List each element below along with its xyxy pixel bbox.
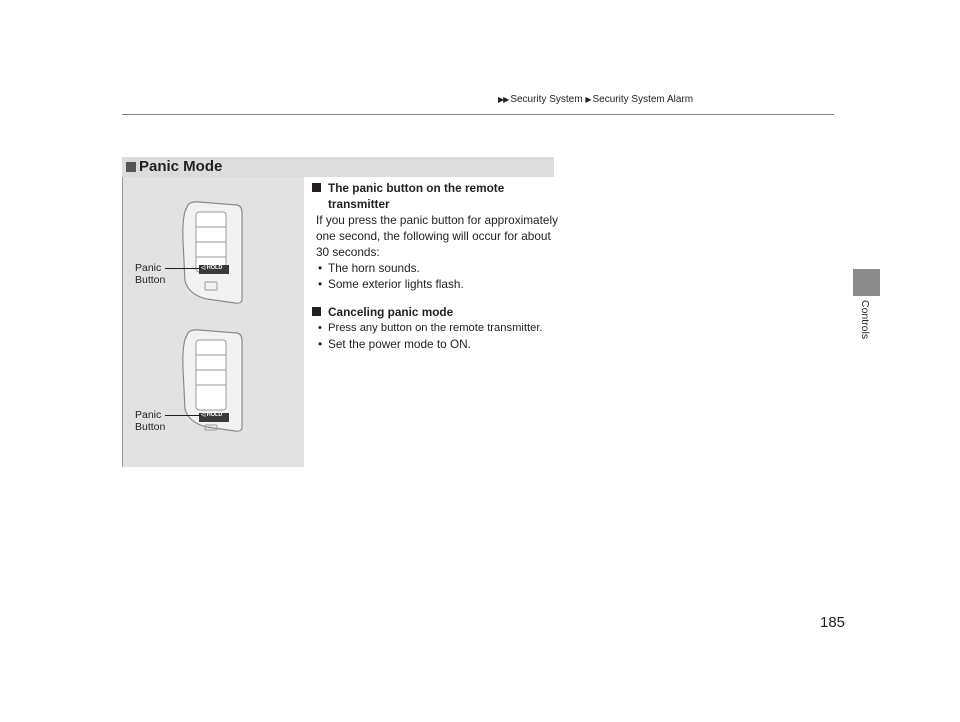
subheading-marker-icon [312,307,321,316]
bullet-list [312,260,562,292]
header-divider [122,114,834,115]
subheading-text: Canceling panic mode [328,305,454,319]
panic-button-label: ◁ HOLD [201,265,223,271]
breadcrumb-arrow-icon: ▶ [585,95,591,104]
chapter-label [855,300,881,350]
list-item: • The horn sounds. [316,260,562,276]
hold-text: HOLD [206,265,223,271]
list-item: • Press any button on the remote transmitter. [316,320,562,336]
subheading-canceling-panic-mode [312,304,562,320]
chapter-tab[interactable] [853,269,880,296]
list-item: • Set the power mode to ON. [316,336,562,352]
subheading-marker-icon [312,183,321,192]
section-title: Panic Mode [139,158,223,175]
callout-label-line1: Panic [135,409,162,421]
paragraph: If you press the panic button for approximately one second, the following will occur for about 30 seconds: [316,213,558,259]
callout-leader-line [165,268,201,269]
remote-transmitter-illustration [179,201,243,305]
subheading-text: The panic button on the remote transmitter [328,181,505,211]
list-item: • Some exterior lights flash. [316,276,562,292]
breadcrumb-item-security-system-alarm[interactable]: Security System Alarm [592,94,694,105]
breadcrumb [498,94,693,105]
callout-label-line1: Panic [135,262,162,274]
panic-button-label: ◁ HOLD [201,412,223,418]
callout-label-line2: Button [135,421,166,433]
illustration-panel [122,177,304,467]
bullet-list [312,320,562,352]
section-header [122,157,554,177]
hold-text: HOLD [206,412,223,418]
breadcrumb-item-security-system[interactable]: Security System [510,94,583,105]
callout-label-line2: Button [135,274,166,286]
section-marker-icon [126,162,136,172]
callout-panic-button [135,262,165,286]
chapter-label-text: Controls [859,300,871,340]
body-text [312,180,562,352]
subheading-panic-button [312,180,562,212]
callout-leader-line [165,415,201,416]
breadcrumb-arrow-icon: ▶▶ [498,95,509,104]
callout-panic-button [135,409,165,433]
page-number: 185 [820,614,846,631]
